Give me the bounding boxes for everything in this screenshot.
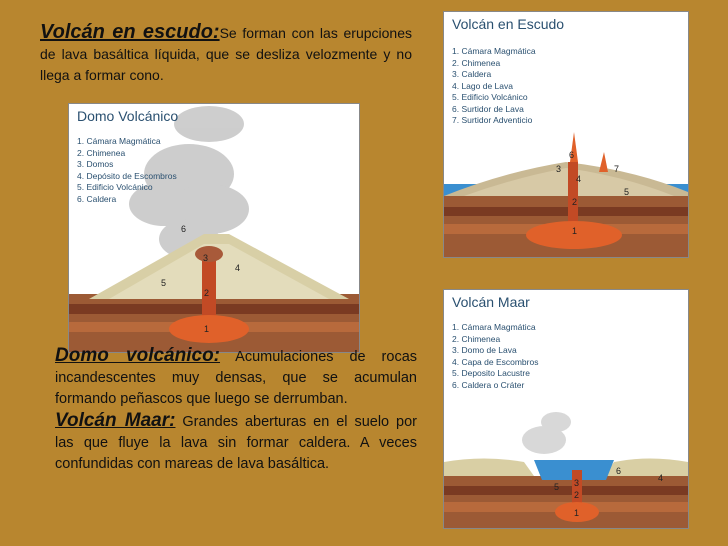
intro-text: Se forman con las erupciones de lava basáltica líquida, que se desliza velozmente y no llega a formar cono. xyxy=(40,25,412,83)
escudo-label-6: 6 xyxy=(569,150,575,160)
domo-label-1: 1 xyxy=(204,324,210,334)
domo-volcanico-diagram xyxy=(68,103,360,353)
heading-domo-volcanico: Domo volcánico: xyxy=(55,345,221,366)
maar-label-4: 4 xyxy=(658,473,664,483)
maar-label-5: 5 xyxy=(554,482,560,492)
legend-item: 6. Surtidor de Lava xyxy=(452,103,524,114)
maar-label-2: 2 xyxy=(574,490,580,500)
domo-legend xyxy=(77,136,177,205)
legend-item: 1. Cámara Magmática xyxy=(452,322,536,332)
heading-volcan-maar: Volcán Maar: xyxy=(55,410,176,431)
legend-item: 6. Caldera xyxy=(77,193,117,204)
maar-label-1: 1 xyxy=(574,508,580,518)
escudo-legend xyxy=(452,46,536,127)
domo-label-4: 4 xyxy=(235,263,241,273)
domo-label-2: 2 xyxy=(204,288,210,298)
legend-item: 3. Caldera xyxy=(452,69,492,79)
legend-item: 5. Edificio Volcánico xyxy=(77,182,153,192)
lower-text-block xyxy=(55,345,417,475)
volcan-escudo-diagram xyxy=(443,11,689,258)
maar-label-6: 6 xyxy=(616,466,622,476)
legend-item: 4. Lago de Lava xyxy=(452,80,513,91)
escudo-label-1: 1 xyxy=(572,226,578,236)
legend-item: 2. Chimenea xyxy=(77,147,126,158)
legend-item: 5. Deposito Lacustre xyxy=(452,368,530,378)
maar-text: Grandes aberturas en el suelo por las que fluye la lava sin formar caldera. A veces confundidas con mareas de lava basáltica. xyxy=(55,414,417,472)
legend-item: 4. Capa de Escombros xyxy=(452,356,539,367)
legend-item: 1. Cámara Magmática xyxy=(77,136,161,146)
escudo-label-2: 2 xyxy=(572,197,578,207)
domo-panel-title: Domo Volcánico xyxy=(77,108,179,124)
intro-paragraph xyxy=(40,22,412,86)
legend-item: 2. Chimenea xyxy=(452,333,501,344)
domo-paragraph xyxy=(55,345,417,410)
legend-item: 6. Caldera o Cráter xyxy=(452,379,525,390)
domo-label-5: 5 xyxy=(161,278,167,288)
legend-item: 7. Surtidor Adventicio xyxy=(452,115,533,125)
escudo-panel-title: Volcán en Escudo xyxy=(452,16,565,32)
escudo-label-4: 4 xyxy=(576,174,582,184)
legend-item: 5. Edificio Volcánico xyxy=(452,92,528,102)
legend-item: 3. Domo de Lava xyxy=(452,345,517,355)
maar-legend xyxy=(452,322,538,391)
legend-item: 4. Depósito de Escombros xyxy=(77,170,177,181)
volcan-maar-diagram xyxy=(443,289,689,529)
domo-text: Acumulaciones de rocas incandescentes muy densas, que se acumulan formando peñascos que luego se derrumban. xyxy=(55,349,418,407)
legend-item: 3. Domos xyxy=(77,159,114,169)
escudo-label-3: 3 xyxy=(556,164,562,174)
maar-panel-title: Volcán Maar xyxy=(452,294,530,310)
maar-paragraph xyxy=(55,410,417,475)
legend-item: 2. Chimenea xyxy=(452,57,501,68)
heading-volcan-escudo: Volcán en escudo: xyxy=(40,21,220,43)
maar-label-3: 3 xyxy=(574,478,580,488)
domo-label-6: 6 xyxy=(181,224,187,234)
legend-item: 1. Cámara Magmática xyxy=(452,46,536,56)
escudo-label-5: 5 xyxy=(624,187,630,197)
escudo-label-7: 7 xyxy=(614,164,620,174)
domo-label-3: 3 xyxy=(203,253,209,263)
